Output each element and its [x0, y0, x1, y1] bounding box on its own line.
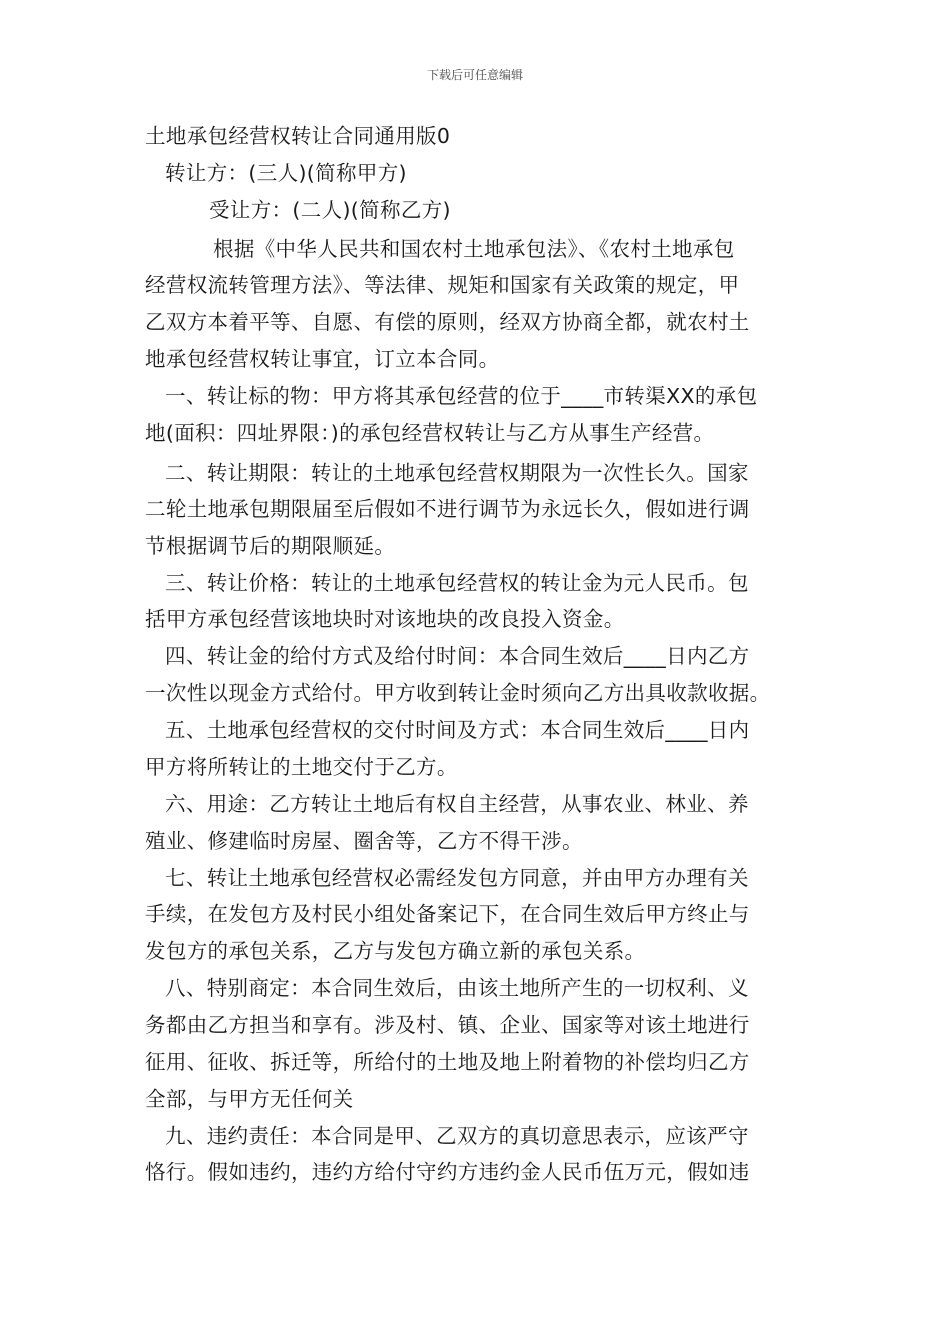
document-title: 土地承包经营权转让合同通用版0 — [145, 124, 451, 148]
clause-2-line: 二、转让期限：转让的土地承包经营权期限为一次性长久。国家 — [165, 461, 749, 485]
clause-7-line: 发包方的承包关系，乙方与发包方确立新的承包关系。 — [145, 939, 646, 963]
paragraph-line: 经营权流转管理方法》、等法律、规矩和国家有关政策的规定，甲 — [145, 273, 740, 297]
clause-7-line: 七、转让土地承包经营权必需经发包方同意，并由甲方办理有关 — [165, 866, 749, 890]
clause-1-line: 地(面积：四址界限：)的承包经营权转让与乙方从事生产经营。 — [145, 421, 715, 445]
clause-1-line: 一、转让标的物：甲方将其承包经营的位于____市转渠XX的承包 — [165, 384, 758, 408]
paragraph-line: 地承包经营权转让事宜，订立本合同。 — [145, 347, 500, 371]
clause-4-line: 一次性以现金方式给付。甲方收到转让金时须向乙方出具收款收据。 — [145, 681, 771, 705]
clause-8-line: 征用、征收、拆迁等，所给付的土地及地上附着物的补偿均归乙方 — [145, 1050, 750, 1074]
clause-6-line: 殖业、修建临时房屋、圈舍等，乙方不得干涉。 — [145, 829, 583, 853]
clause-5-line: 五、土地承包经营权的交付时间及方式：本合同生效后____日内 — [165, 718, 750, 742]
paragraph-line: 乙双方本着平等、自愿、有偿的原则，经双方协商全都，就农村土 — [145, 310, 750, 334]
clause-8-line: 务都由乙方担当和享有。涉及村、镇、企业、国家等对该土地进行 — [145, 1013, 750, 1037]
clause-7-line: 手续，在发包方及村民小组处备案记下，在合同生效后甲方终止与 — [145, 902, 750, 926]
clause-9-line: 九、违约责任：本合同是甲、乙双方的真切意思表示，应该严守 — [165, 1124, 749, 1148]
clause-3-line: 括甲方承包经营该地块时对该地块的改良投入资金。 — [145, 607, 625, 631]
clause-4-line: 四、转让金的给付方式及给付时间：本合同生效后____日内乙方 — [165, 644, 750, 668]
header-note: 下载后可任意编辑 — [426, 68, 523, 82]
paragraph-line: 根据《中华人民共和国农村土地承包法》、《农村土地承包 — [213, 237, 735, 261]
clause-6-line: 六、用途：乙方转让土地后有权自主经营，从事农业、林业、养 — [165, 792, 749, 816]
clause-8-line: 八、特别商定：本合同生效后，由该土地所产生的一切权利、义 — [165, 976, 749, 1000]
transferor-line: 转让方：(三人)(简称甲方) — [165, 161, 407, 185]
clause-2-line: 二轮土地承包期限届至后假如不进行调节为永远长久，假如进行调 — [145, 497, 750, 521]
clause-8-line: 全部，与甲方无任何关 — [145, 1087, 354, 1111]
clause-2-line: 节根据调节后的期限顺延。 — [145, 534, 396, 558]
transferee-line: 受让方：(二人)(简称乙方) — [209, 198, 451, 222]
clause-5-line: 甲方将所转让的土地交付于乙方。 — [145, 755, 458, 779]
clause-9-line: 恪行。假如违约，违约方给付守约方违约金人民币伍万元，假如违 — [145, 1160, 750, 1184]
clause-3-line: 三、转让价格：转让的土地承包经营权的转让金为元人民币。包 — [165, 571, 749, 595]
